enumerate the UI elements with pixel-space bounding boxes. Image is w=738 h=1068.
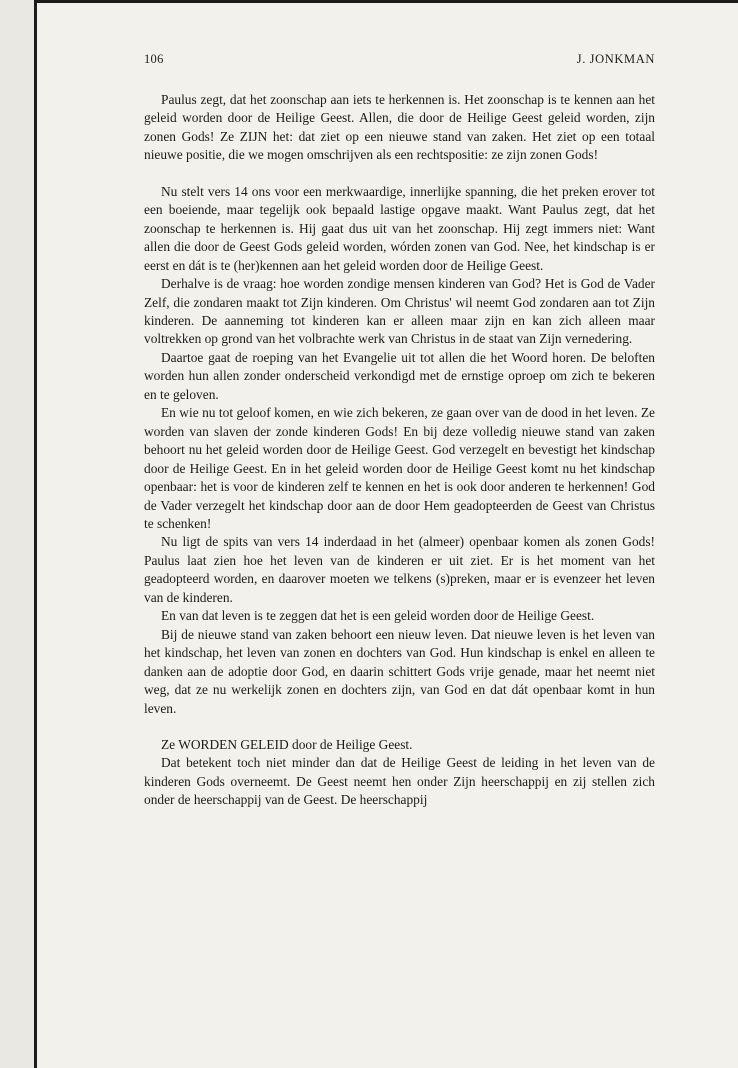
body-text <box>144 91 655 810</box>
paragraph: En wie nu tot geloof komen, en wie zich bekeren, ze gaan over van de dood in het leven. Ze worden van slaven der zonde kinderen Gods! En bij deze volledig nieuwe stand van zaken behoort nu het geleid worden door de Heilige Geest. God verzegelt en bevestigt het kindschap door de Heilige Geest. En in het geleid worden door de Heilige Geest komt nu het kindschap openbaar: het is voor de kinderen zelf te kennen en het is ook door anderen te herkennen! God de Vader verzegelt het kindschap door aan de door Hem geadopteerden de Geest van Christus te schenken! <box>144 405 655 531</box>
page-header <box>144 52 655 70</box>
paragraph: Paulus zegt, dat het zoonschap aan iets te herkennen is. Het zoonschap is te kennen aan het geleid worden door de Heilige Geest. Allen, die door de Heilige Geest geleid worden, zijn zonen Gods! Ze ZIJN het: dat ziet op een nieuwe stand van zaken. Het ziet op een totaal nieuwe positie, die we mogen omschrijven als een rechtspositie: ze zijn zonen Gods! <box>144 92 655 163</box>
paragraph: Daartoe gaat de roeping van het Evangelie uit tot allen die het Woord horen. De beloften worden hun allen zonder onderscheid verkondigd met de ernstige oproep om zich te bekeren en te geloven. <box>144 349 655 402</box>
page-top-edge <box>34 0 738 3</box>
running-head-author: J. JONKMAN <box>576 52 655 66</box>
paragraph: Dat betekent toch niet minder dan dat de Heilige Geest de leiding in het leven van de kinderen Gods overneemt. De Geest neemt hen onder Zijn heerschappij en zij stellen zich onder de heerschappij van de Geest. De heerschappij <box>144 755 655 808</box>
section-heading-paragraph: Ze WORDEN GELEID door de Heilige Geest. <box>161 736 413 752</box>
paragraph: Derhalve is de vraag: hoe worden zondige mensen kinderen van God? Het is God de Vader Zelf, die zondaren maakt tot Zijn kinderen. Om Christus' wil neemt God zondaren aan tot Zijn kinderen. De aanneming tot kinderen kan er alleen maar zijn en kan zich alleen maar voltrekken op grond van het volbrachte werk van Christus in de staat van Zijn vernedering. <box>144 276 655 347</box>
paragraph: Nu ligt de spits van vers 14 inderdaad in het (almeer) openbaar komen als zonen Gods! Paulus laat zien hoe het leven van de kinderen er uit ziet. Er is het moment van het geadopteerd worden, en daarover moeten we telkens (s)preken, maar er is evenzeer het leven van de kinderen. <box>144 534 655 605</box>
paragraph: Bij de nieuwe stand van zaken behoort een nieuw leven. Dat nieuwe leven is het leven van het kindschap, het leven van zonen en dochters van God. Hun kindschap is enkel en alleen te danken aan de adoptie door God, en daarin schittert Gods vrije genade, maar het neemt niet weg, dat ze nu werkelijk zonen en dochters zijn, van God en dat dát openbaar komt in hun leven. <box>144 626 655 716</box>
paragraph: Nu stelt vers 14 ons voor een merkwaardige, innerlijke spanning, die het preken erover tot een boeiende, maar tegelijk ook bepaald lastige opgave maakt. Want Paulus zegt, dat het zoonschap te herkennen is. Hij gaat dus uit van het zoonschap. Hij zegt immers niet: Want allen die door de Geest Gods geleid worden, wórden zonen van God. Nee, het kindschap is er eerst en dát is te (her)kennen aan het geleid worden door de Heilige Geest. <box>144 183 655 273</box>
page-number: 106 <box>144 52 164 66</box>
paragraph: En van dat leven is te zeggen dat het is een geleid worden door de Heilige Geest. <box>161 608 595 624</box>
